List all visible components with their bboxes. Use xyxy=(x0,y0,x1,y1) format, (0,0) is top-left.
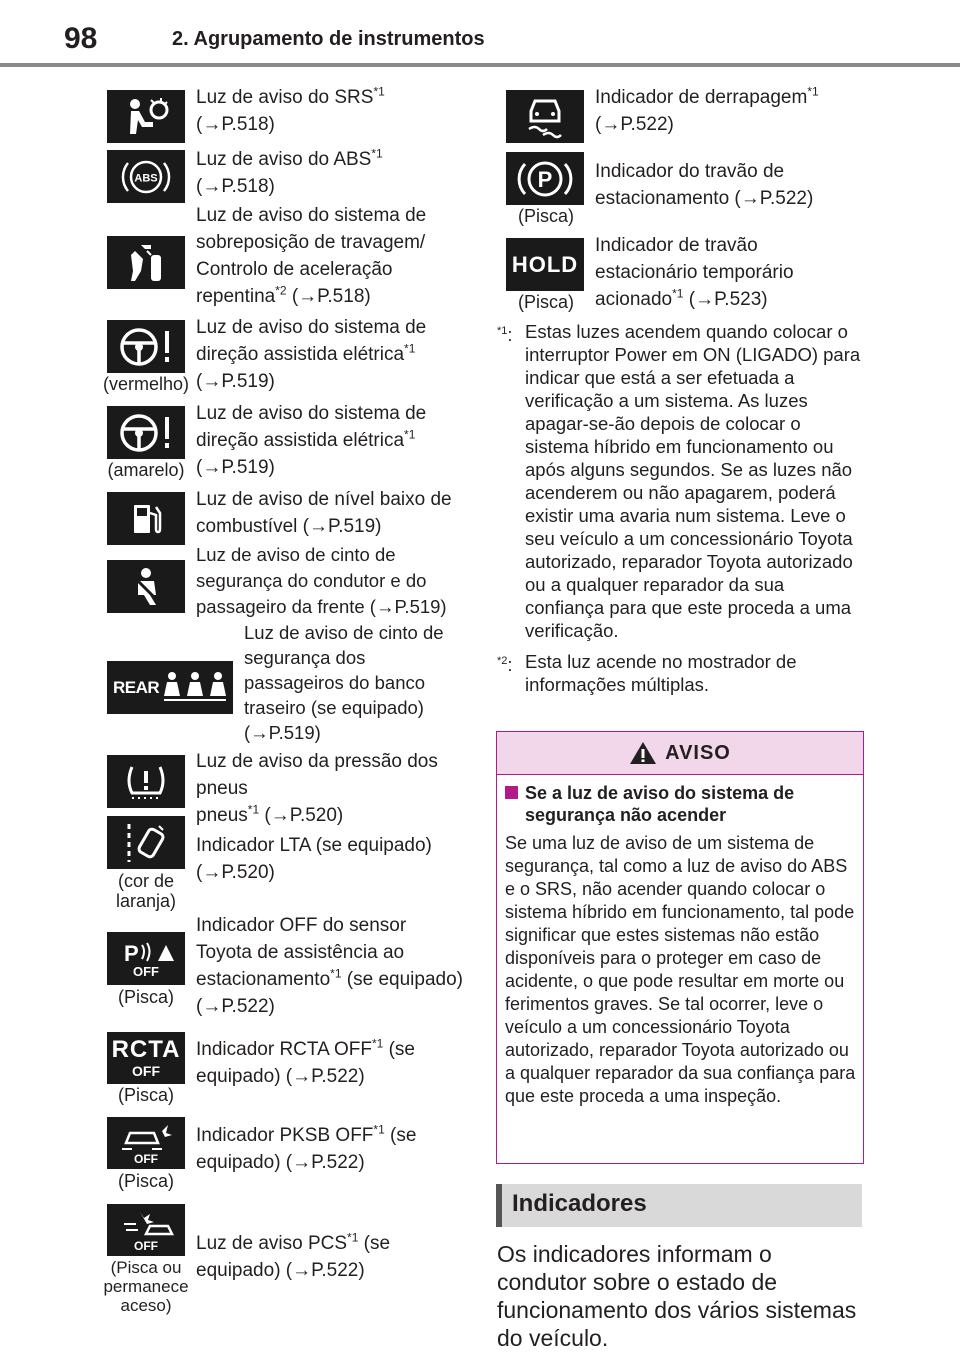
eps-icon xyxy=(107,320,185,373)
warning-box-body: Se uma luz de aviso de um sistema de segurança, tal como a luz de aviso do ABS e o SRS, não acender quando colocar o sistema híbrido em funcionamento, tal pode significar que estes sistemas não estão disponíveis para o proteger em caso de acidente, o que pode resultar em morte ou ferimentos graves. Se tal ocorrer, leve o veículo a um concessionário Toyota autorizado, reparador Toyota autorizado ou a qualquer reparador da sua confiança para que este proceda a uma inspeção. xyxy=(505,833,856,1106)
airbag-icon xyxy=(107,90,185,143)
page-header xyxy=(0,0,960,68)
footnote: $^{*2}$: Esta luz acende no mostrador de informações múltiplas. xyxy=(497,651,797,695)
indicadores-heading: Indicadores xyxy=(496,1184,862,1227)
icon-caption: (Pisca) xyxy=(117,987,174,1007)
brake-override-icon xyxy=(107,236,185,289)
footnotes xyxy=(497,320,862,704)
off-icon-text: OFF xyxy=(134,1238,158,1253)
parking-brake-icon xyxy=(506,152,584,205)
eps-icon xyxy=(107,406,185,459)
rcta-icon-text: RCTA xyxy=(111,1036,181,1063)
warning-box-title: AVISO xyxy=(665,741,731,764)
pksb-off-icon xyxy=(107,1117,185,1169)
lta-icon xyxy=(107,816,185,869)
rear-seatbelt-icon xyxy=(107,661,233,714)
off-icon-text: OFF xyxy=(133,963,159,979)
footnote: $^{*1}$: Estas luzes acendem quando colocar o interruptor Power em ON (LIGADO) para indicar que está a ser efetuada a verificação a um sistema. As luzes apagar-se-ão depois de colocar o sistema híbrido em funcionamento ou após alguns segundos. Se as luzes não acenderem ou não apagarem, poderá existir uma avaria num sistema. Leve o seu veículo a um concessionário Toyota autorizado, reparador Toyota autorizado ou a qualquer reparador da sua confiança para que este proceda a uma verificação. xyxy=(497,321,861,641)
section-title: 2. Agrupamento de instrumentos xyxy=(172,28,485,50)
pcs-icon xyxy=(107,1204,185,1256)
indicadores-text: Os indicadores informam o condutor sobre o estado de funcionamento dos vários sistemas do veículo. xyxy=(497,1241,857,1351)
icon-caption: (Pisca) xyxy=(517,292,574,312)
seatbelt-icon xyxy=(107,560,185,613)
warning-box-header xyxy=(497,732,863,775)
p-icon-text: P xyxy=(124,940,139,965)
tire-pressure-icon xyxy=(107,755,185,808)
icon-caption: (vermelho) xyxy=(102,374,190,394)
icon-caption: (Pisca) xyxy=(517,206,574,226)
icon-caption: (Pisca ou permanece aceso) xyxy=(103,1258,189,1315)
rcta-off-icon xyxy=(107,1032,185,1084)
abs-icon-text: ABS xyxy=(134,172,158,184)
p-icon-text: P xyxy=(537,166,553,192)
header-divider xyxy=(0,63,960,67)
hold-icon xyxy=(506,238,584,291)
page-number: 98 xyxy=(64,22,98,55)
off-icon-text: OFF xyxy=(134,1151,158,1166)
hold-icon-text: HOLD xyxy=(511,251,579,277)
off-icon-text: OFF xyxy=(132,1063,160,1079)
abs-icon xyxy=(107,150,185,203)
parking-assist-off-icon xyxy=(107,932,185,985)
warning-box xyxy=(496,731,864,1164)
icon-caption: (cor de laranja) xyxy=(115,871,177,911)
skid-icon xyxy=(506,90,584,143)
rear-icon-text: REAR xyxy=(113,677,160,697)
icon-caption: (Pisca) xyxy=(117,1085,174,1105)
icon-caption: (Pisca) xyxy=(117,1171,174,1191)
fuel-icon xyxy=(107,492,185,545)
square-bullet-icon xyxy=(505,786,518,799)
warning-box-subtitle: Se a luz de aviso do sistema de segurança não acender xyxy=(505,782,875,826)
warning-triangle-icon xyxy=(629,741,657,765)
icon-caption: (amarelo) xyxy=(107,460,185,480)
